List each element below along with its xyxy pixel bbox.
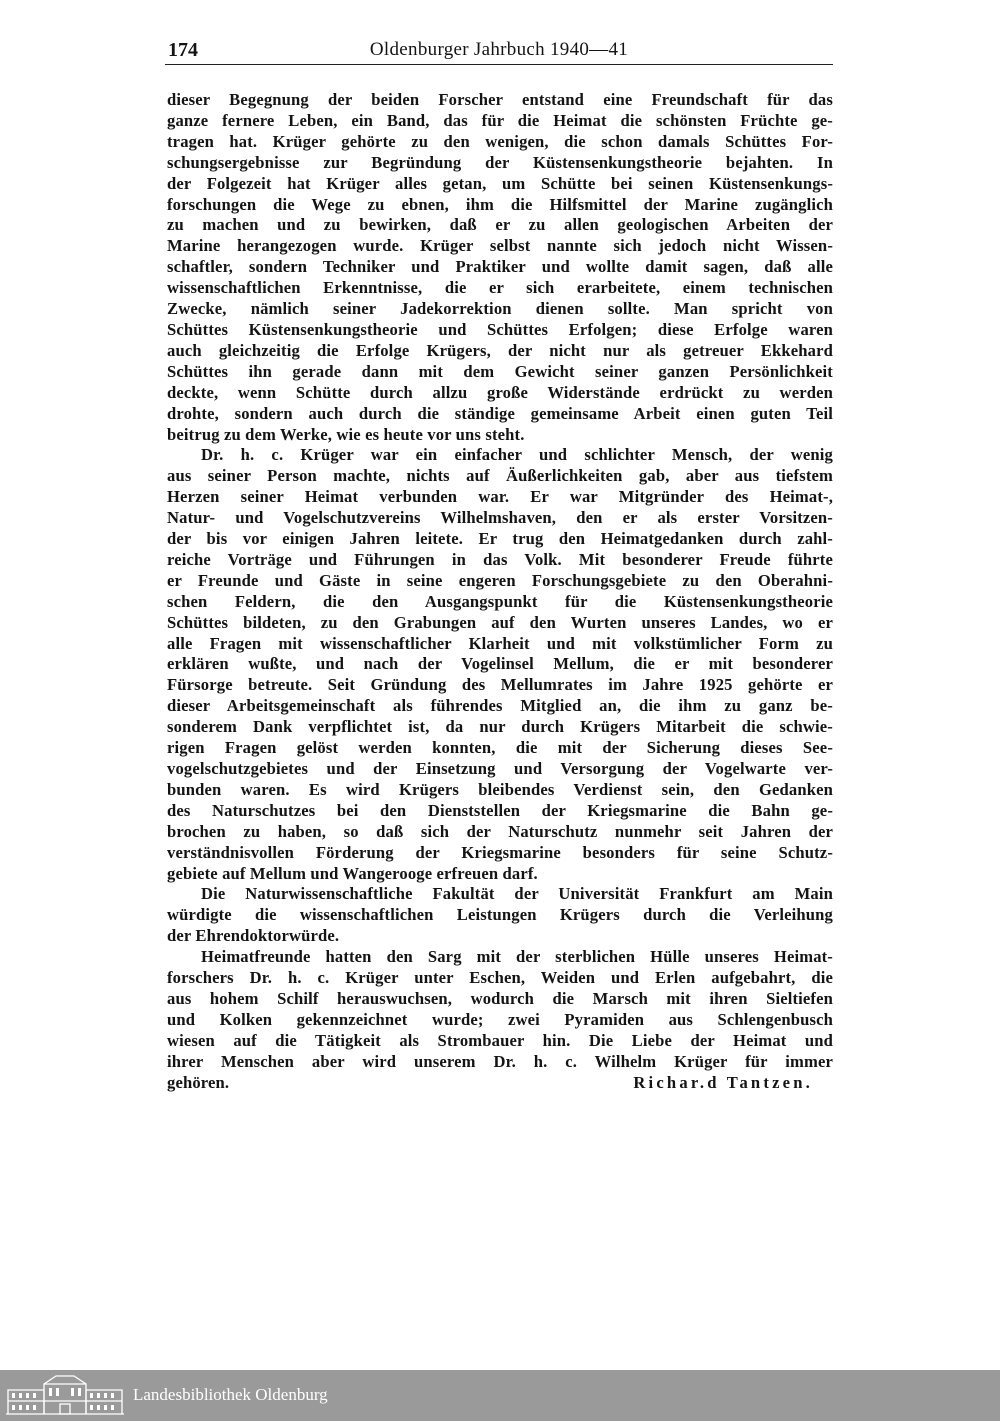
library-name: Landesbibliothek Oldenburg <box>133 1385 328 1404</box>
text-line: deckte, wenn Schütte durch allzu große Widerstände erdrückt zu werden <box>167 382 833 402</box>
text-line: auch gleichzeitig die Erfolge Krügers, der nicht nur als getreuer Ekkehard <box>167 340 833 360</box>
text-line: aus hohem Schilf herauswuchsen, wodurch die Marsch mit ihren Sieltiefen <box>167 988 833 1008</box>
text-line: beitrug zu dem Werke, wie es heute vor uns steht. <box>167 424 525 444</box>
text-line: sonderem Dank verpflichtet ist, da nur durch Krügers Mitarbeit die schwie- <box>167 717 833 737</box>
text-line: verständnisvollen Förderung der Kriegsmarine besonders für seine Schutz- <box>167 842 833 862</box>
text-line: Dr. h. c. Krüger war ein einfacher und schlichter Mensch, der wenig <box>201 445 833 465</box>
text-line: dieser Arbeitsgemeinschaft als führendes Mitglied an, die ihm zu ganz be- <box>167 696 833 716</box>
page-number: 174 <box>168 39 198 61</box>
text-line: rigen Fragen gelöst werden konnten, die mit der Sicherung dieses See- <box>167 738 833 758</box>
text-line: schaftler, sondern Techniker und Praktiker und wollte damit sagen, daß alle <box>167 257 833 277</box>
text-line: tragen hat. Krüger gehörte zu den wenigen, die schon damals Schüttes For- <box>167 131 833 151</box>
paragraph-1 <box>167 90 833 445</box>
text-line: Schüttes Küstensenkungstheorie und Schüttes Erfolgen; diese Erfolge waren <box>167 319 833 339</box>
text-line: Zwecke, nämlich seiner Jadekorrektion dienen sollte. Man spricht von <box>167 299 833 319</box>
text-line: dieser Begegnung der beiden Forscher entstand eine Freundschaft für das <box>167 90 833 109</box>
page-header <box>165 34 833 65</box>
article-body <box>167 90 833 1094</box>
paragraph-2 <box>167 445 833 884</box>
text-line: reiche Vorträge und Führungen in das Volk. Mit besonderer Freude führte <box>167 549 833 569</box>
text-line: zu machen und zu bewirken, daß er zu allen geologischen Arbeiten der <box>167 215 833 235</box>
text-line: Fürsorge betreute. Seit Gründung des Mellumrates im Jahre 1925 gehörte er <box>167 675 833 695</box>
text-line: Schüttes bildeten, zu den Grabungen auf den Wurten unseres Landes, wo er <box>167 612 833 632</box>
text-line: brochen zu haben, so daß sich der Naturschutz nunmehr seit Jahren der <box>167 821 833 841</box>
text-line: schen Feldern, die den Ausgangspunkt für die Küstensenkungstheorie <box>167 591 833 611</box>
text-line: wiesen auf die Tätigkeit als Strombauer hin. Die Liebe der Heimat und <box>167 1030 833 1050</box>
text-line: ihrer Menschen aber wird unserem Dr. h. c. Wilhelm Krüger für immer <box>167 1051 833 1071</box>
text-line: der Ehrendoktorwürde. <box>167 926 340 946</box>
text-line: der Folgezeit hat Krüger alles getan, um Schütte bei seinen Küstensenkungs- <box>167 173 833 193</box>
paragraph-4 <box>167 947 833 1093</box>
closing-line <box>167 1073 833 1094</box>
text-line: er Freunde und Gäste in seine engeren Forschungsgebiete zu den Oberahni- <box>167 570 833 590</box>
text-line: Die Naturwissenschaftliche Fakultät der Universität Frankfurt am Main <box>201 884 833 904</box>
text-line: vogelschutzgebietes und der Einsetzung und Versorgung der Vogelwarte ver- <box>167 759 833 778</box>
author-signature: Richar.d Tantzen. <box>633 1072 813 1092</box>
text-line: drohte, sondern auch durch die ständige gemeinsame Arbeit einen guten Teil <box>167 403 833 423</box>
text-line: erklären wußte, und nach der Vogelinsel Mellum, die er mit besonderer <box>167 654 833 674</box>
text-line: schungsergebnisse zur Begründung der Küstensenkungstheorie bejahten. In <box>167 152 833 172</box>
closing-word: gehören. <box>167 1072 230 1092</box>
text-line: forschungen die Wege zu ebnen, ihm die Hilfsmittel der Marine zugänglich <box>167 194 833 214</box>
text-line: ganze fernere Leben, ein Band, das für die Heimat die schönsten Früchte ge- <box>167 110 833 130</box>
paragraph-3 <box>167 884 833 947</box>
text-line: gebiete auf Mellum und Wangerooge erfreuen darf. <box>167 863 538 883</box>
text-line: Natur- und Vogelschutzvereins Wilhelmshaven, den er als erster Vorsitzen- <box>167 508 833 528</box>
text-line: der bis vor einigen Jahren leitete. Er trug den Heimatgedanken durch zahl- <box>167 529 833 549</box>
text-line: Marine herangezogen wurde. Krüger selbst nannte sich jedoch nicht Wissen- <box>167 236 833 256</box>
text-line: aus seiner Person machte, nichts auf Äußerlichkeiten gab, aber aus tiefstem <box>167 466 833 486</box>
text-line: würdigte die wissenschaftlichen Leistungen Krügers durch die Verleihung <box>167 905 833 925</box>
library-building-icon <box>4 1374 126 1416</box>
text-line: bunden waren. Es wird Krügers bleibendes Verdienst sein, den Gedanken <box>167 779 833 799</box>
text-line: des Naturschutzes bei den Dienststellen der Kriegsmarine die Bahn ge- <box>167 800 833 820</box>
text-line: alle Fragen mit wissenschaftlicher Klarheit und mit volkstümlicher Form zu <box>167 633 833 653</box>
text-line: Heimatfreunde hatten den Sarg mit der sterblichen Hülle unseres Heimat- <box>201 947 833 967</box>
text-line: wissenschaftlichen Erkenntnisse, die er sich erarbeitete, einem technischen <box>167 278 833 298</box>
running-title: Oldenburger Jahrbuch 1940—41 <box>369 39 629 60</box>
text-line: forschers Dr. h. c. Krüger unter Eschen, Weiden und Erlen aufgebahrt, die <box>167 968 833 988</box>
text-line: Schüttes ihn gerade dann mit dem Gewicht seiner ganzen Persönlichkeit <box>167 361 833 381</box>
text-line: Herzen seiner Heimat verbunden war. Er war Mitgründer des Heimat-, <box>167 487 833 507</box>
text-line: und Kolken gekennzeichnet wurde; zwei Pyramiden aus Schlengenbusch <box>167 1009 833 1029</box>
footer-bar <box>0 1370 1000 1421</box>
